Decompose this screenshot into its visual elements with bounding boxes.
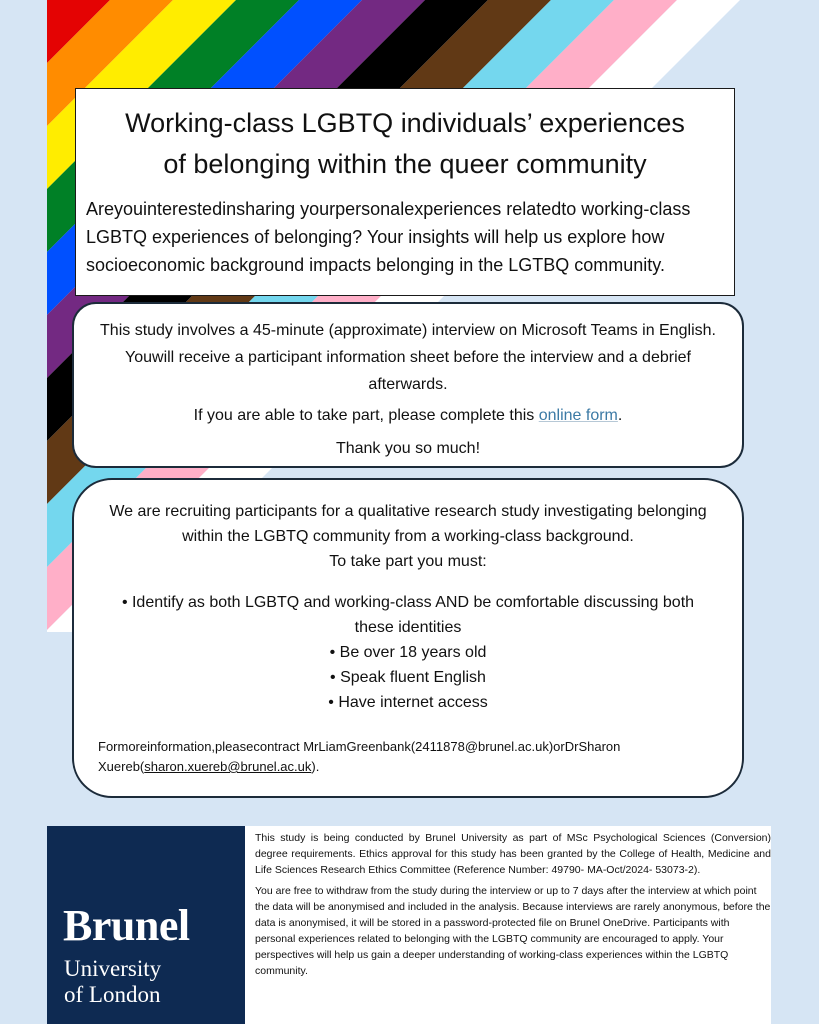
- recruitment-card: [72, 478, 744, 798]
- call-to-action: [74, 403, 742, 429]
- intro-text: Areyouinterestedinsharing yourpersonalexperiences relatedto working-class LGBTQ experiences of belonging? Your insights will help us explore how socioeconomic background impacts belonging in the LGTBQ community.: [86, 199, 691, 275]
- contact-info: [98, 737, 698, 777]
- eligibility-list: [74, 590, 742, 715]
- withdrawal-statement: You are free to withdraw from the study during the interview or up to 7 days after the interview at which point the data will be anonymised and included in the analysis. Because interviews are rarely anonymous, before the data is anonymised, it will be stored in a password-protected file on Brunel OneDrive. Participants with personal experiences related to belonging with the LGBTQ community are encouraged to apply. Your perspectives will help us gain a deeper understanding of working-class experiences within the LGBTQ community.: [255, 885, 771, 977]
- cta-suffix: .: [617, 407, 623, 424]
- contact-text: Formoreinformation,pleasecontract MrLiamGreenbank(2411878@brunel.ac.uk)orDrSharon Xuereb(: [98, 739, 621, 774]
- study-details-text: This study involves a 45-minute (approximate) interview on Microsoft Teams in English. Youwill receive a participant information sheet before the interview and a debrief afterwards.: [100, 322, 716, 393]
- poster-title: [76, 103, 734, 185]
- logo-subtitle-line-2: of London: [64, 982, 161, 1007]
- logo-subtitle: [64, 956, 161, 1008]
- logo-subtitle-line-1: University: [64, 956, 162, 981]
- contact-email-link[interactable]: sharon.xuereb@brunel.ac.uk: [144, 759, 312, 774]
- cta-prefix: If you are able to take part, please complete this: [193, 407, 535, 424]
- logo-brand: Brunel: [63, 901, 190, 950]
- study-details-card: [72, 302, 744, 468]
- thank-you-text: Thank you so much!: [335, 440, 481, 457]
- recruitment-intro-text: We are recruiting participants for a qualitative research study investigating belonging within the LGBTQ community from a working-class background.: [109, 503, 707, 545]
- title-line-2: of belonging within the queer community: [163, 149, 647, 179]
- brunel-logo: [47, 826, 245, 1024]
- requirements-heading: To take part you must:: [329, 553, 487, 570]
- recruitment-intro: [74, 499, 742, 574]
- eligibility-item: • Have internet access: [328, 694, 488, 711]
- footer-disclaimer: [245, 826, 771, 1024]
- eligibility-item: • Identify as both LGBTQ and working-class AND be comfortable discussing both these identities: [121, 594, 695, 636]
- title-line-1: Working-class LGBTQ individuals’ experiences: [125, 108, 685, 138]
- contact-suffix: ).: [311, 759, 320, 774]
- online-form-link[interactable]: online form: [538, 407, 618, 424]
- ethics-statement: This study is being conducted by Brunel University as part of MSc Psychological Sciences (Conversion) degree requirements. Ethics approval for this study has been granted by the College of Health, Medicine and Life Sciences Research Ethics Committee (Reference Number: 49790- MA-Oct/2024- 53073-2).: [255, 832, 771, 876]
- title-card: [75, 88, 735, 296]
- eligibility-item: • Speak fluent English: [330, 669, 486, 686]
- eligibility-item: • Be over 18 years old: [329, 644, 487, 661]
